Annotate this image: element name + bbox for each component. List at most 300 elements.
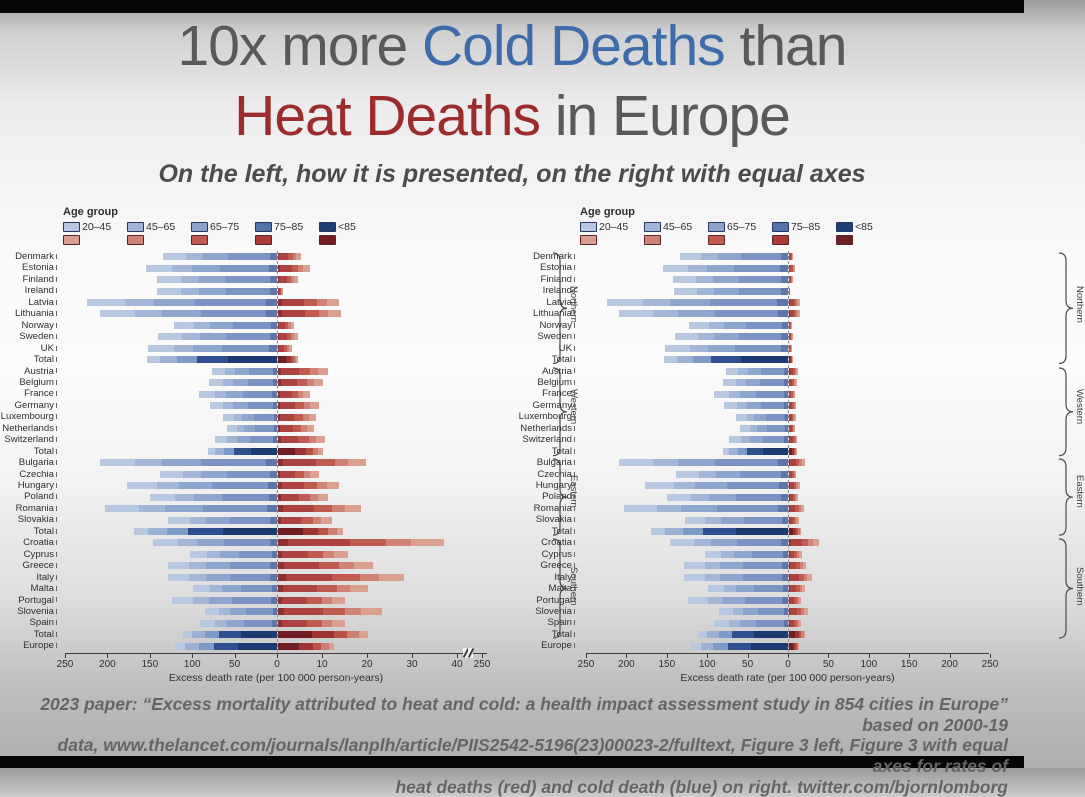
bar-segment	[241, 585, 272, 592]
bar-segment	[664, 356, 676, 363]
legend-heat-cell	[644, 233, 708, 246]
x-axis-tick-label: 40	[451, 659, 462, 670]
bar-segment	[713, 643, 728, 650]
heat-bar	[789, 265, 795, 272]
legend-age-label: <85	[338, 221, 356, 233]
bar-segment	[783, 585, 788, 592]
bar-segment	[327, 299, 339, 306]
bar-segment	[310, 494, 317, 501]
bar-segment	[624, 505, 657, 512]
bar-segment	[215, 391, 227, 398]
bar-segment	[139, 505, 165, 512]
bar-segment	[299, 494, 310, 501]
bar-segment	[761, 368, 784, 375]
category-tick	[56, 311, 60, 316]
bar-segment	[750, 425, 757, 432]
bar-segment	[286, 574, 333, 581]
bar-segment	[329, 643, 335, 650]
bar-segment	[228, 356, 277, 363]
bar-segment	[307, 379, 314, 386]
bar-segment	[146, 265, 172, 272]
x-axis-tick-label: 0	[785, 659, 791, 670]
category-tick	[56, 563, 60, 568]
category-tick	[56, 483, 60, 488]
heat-bar	[789, 276, 793, 283]
category-tick	[56, 334, 60, 339]
category-tick	[56, 529, 60, 534]
bar-segment	[807, 574, 812, 581]
bar-segment	[174, 322, 195, 329]
bar-segment	[279, 333, 287, 340]
bar-segment	[323, 608, 346, 615]
category-tick	[56, 254, 60, 259]
category-tick	[56, 357, 60, 362]
cold-bar	[723, 448, 788, 455]
legend-blue-swatch	[63, 222, 80, 232]
category-tick	[56, 472, 60, 477]
bar-segment	[354, 562, 373, 569]
x-axis-tick	[788, 654, 789, 658]
bar-segment	[736, 528, 788, 535]
country-label: Switzerland	[522, 434, 578, 445]
country-label: Italy	[36, 572, 60, 583]
bar-segment	[796, 436, 798, 443]
bar-segment	[334, 631, 348, 638]
bar-segment	[313, 643, 321, 650]
bar-segment	[781, 539, 788, 546]
legend-red-swatch	[644, 235, 661, 245]
bar-segment	[663, 265, 688, 272]
bar-segment	[714, 620, 729, 627]
bar-segment	[738, 368, 747, 375]
country-label: Finland	[23, 274, 60, 285]
x-axis-tick-label: 250	[57, 659, 74, 670]
region-bracket	[1057, 252, 1075, 365]
legend-entry	[319, 220, 383, 246]
bar-segment	[724, 322, 746, 329]
cold-bar	[205, 608, 277, 615]
bar-segment	[797, 517, 799, 524]
x-axis-tick-label: 250	[578, 659, 595, 670]
heat-bar	[789, 471, 796, 478]
cold-bar	[719, 608, 788, 615]
x-axis-tick	[322, 654, 323, 658]
heat-bar	[278, 322, 294, 329]
country-label: Norway	[21, 320, 60, 331]
bar-segment	[219, 631, 242, 638]
bar-segment	[714, 391, 729, 398]
bar-segment	[318, 528, 328, 535]
category-tick	[56, 460, 60, 465]
bar-segment	[147, 356, 160, 363]
bar-segment	[310, 368, 317, 375]
x-axis-tick-label: 250	[474, 659, 491, 670]
heat-bar	[789, 436, 797, 443]
bar-segment	[653, 310, 678, 317]
source-caption	[18, 694, 1008, 797]
country-label: Denmark	[15, 251, 60, 262]
bar-segment	[348, 459, 366, 466]
bar-segment	[781, 333, 788, 340]
heat-bar	[789, 597, 801, 604]
heat-bar	[789, 551, 802, 558]
heat-bar	[789, 356, 793, 363]
bar-segment	[278, 539, 288, 546]
bar-segment	[233, 402, 248, 409]
country-label: Cyprus	[542, 549, 578, 560]
heat-bar	[278, 551, 348, 558]
category-tick	[574, 334, 578, 339]
cold-bar	[684, 562, 788, 569]
cold-bar	[670, 539, 788, 546]
x-axis-tick	[192, 654, 193, 658]
bar-segment	[728, 643, 751, 650]
legend-cold-cell	[836, 220, 900, 233]
bar-segment	[651, 528, 665, 535]
x-axis-tick-label: 200	[618, 659, 635, 670]
x-axis-tick	[748, 654, 749, 658]
category-tick	[56, 368, 60, 373]
heat-bar	[789, 425, 795, 432]
legend-red-swatch	[708, 235, 725, 245]
bar-segment	[721, 517, 744, 524]
bar-segment	[280, 425, 293, 432]
country-label: Netherlands	[2, 423, 60, 434]
bar-segment	[297, 379, 307, 386]
bar-segment	[799, 620, 801, 627]
heat-bar	[278, 562, 373, 569]
bar-segment	[193, 345, 221, 352]
bar-segment	[711, 539, 737, 546]
cold-bar	[148, 345, 277, 352]
country-label: Total	[34, 446, 60, 457]
bar-segment	[779, 482, 788, 489]
bar-segment	[224, 448, 234, 455]
bar-segment	[205, 631, 219, 638]
region-bracket-path	[1059, 253, 1073, 364]
bar-segment	[125, 299, 153, 306]
legend-age-label: 65–75	[727, 221, 756, 233]
x-axis-tick-label: 100	[699, 659, 716, 670]
bar-segment	[283, 459, 315, 466]
legend-heat-cell	[127, 233, 191, 246]
bar-segment	[360, 574, 379, 581]
x-axis-tick-label: 150	[901, 659, 918, 670]
category-tick	[56, 449, 60, 454]
bar-segment	[784, 391, 788, 398]
legend-red-swatch	[63, 235, 80, 245]
bar-segment	[317, 585, 337, 592]
legend-grid	[580, 220, 900, 246]
cold-bar	[688, 597, 788, 604]
bar-segment	[282, 551, 308, 558]
bar-segment	[693, 356, 712, 363]
bar-segment	[251, 448, 277, 455]
heat-bar	[789, 253, 793, 260]
bar-segment	[782, 562, 788, 569]
bar-segment	[804, 631, 806, 638]
legend-red-swatch	[319, 235, 336, 245]
bar-segment	[723, 597, 745, 604]
bar-segment	[411, 539, 444, 546]
legend-cold-cell	[319, 220, 383, 233]
bar-segment	[192, 265, 221, 272]
category-tick	[56, 380, 60, 385]
bar-segment	[781, 494, 788, 501]
bar-segment	[319, 562, 340, 569]
bar-segment	[708, 345, 735, 352]
country-label: Malta	[549, 583, 578, 594]
legend-heat-cell	[191, 233, 255, 246]
bar-segment	[249, 368, 273, 375]
bar-segment	[270, 562, 277, 569]
heat-bar	[278, 253, 301, 260]
x-axis-line	[65, 653, 487, 654]
bar-segment	[309, 436, 316, 443]
country-label: Lithuania	[533, 308, 578, 319]
bar-segment	[678, 459, 715, 466]
x-axis-tick-label: 50	[742, 659, 753, 670]
bar-segment	[271, 597, 277, 604]
country-label: Luxembourg	[1, 411, 60, 422]
heat-bar	[278, 482, 339, 489]
bar-segment	[318, 448, 323, 455]
heat-bar	[278, 528, 343, 535]
country-label: Sweden	[537, 331, 578, 342]
bar-segment	[763, 448, 788, 455]
bar-segment	[167, 528, 189, 535]
bar-segment	[784, 402, 788, 409]
category-tick	[574, 357, 578, 362]
heat-bar	[278, 631, 368, 638]
bar-segment	[709, 494, 736, 501]
bar-segment	[804, 608, 808, 615]
cold-bar	[680, 253, 788, 260]
country-label: Slovenia	[17, 606, 60, 617]
category-tick	[56, 494, 60, 499]
bar-segment	[206, 574, 230, 581]
heat-bar	[278, 597, 346, 604]
bar-segment	[100, 459, 135, 466]
category-tick	[56, 300, 60, 305]
bar-segment	[337, 528, 344, 535]
country-label: Romania	[16, 503, 60, 514]
bar-segment	[279, 276, 287, 283]
bar-segment	[294, 414, 302, 421]
bar-segment	[224, 539, 270, 546]
x-axis-tick	[626, 654, 627, 658]
bar-segment	[708, 585, 724, 592]
heat-bar	[278, 494, 328, 501]
bar-segment	[270, 471, 277, 478]
legend-blue-swatch	[191, 222, 208, 232]
heat-bar	[789, 414, 796, 421]
bar-segment	[201, 471, 227, 478]
legend	[580, 206, 900, 246]
legend-heat-cell	[63, 233, 127, 246]
country-label: France	[24, 388, 60, 399]
bar-segment	[758, 608, 783, 615]
bar-segment	[227, 425, 237, 432]
bar-segment	[736, 585, 754, 592]
bar-segment	[713, 276, 738, 283]
bar-segment	[708, 597, 723, 604]
bar-segment	[189, 562, 205, 569]
cold-bar	[676, 471, 788, 478]
category-tick	[56, 426, 60, 431]
cold-bar	[729, 436, 788, 443]
bar-segment	[162, 459, 201, 466]
region-bracket	[1057, 458, 1075, 536]
heat-bar	[789, 391, 795, 398]
heat-bar	[789, 322, 792, 329]
heat-bar	[278, 276, 298, 283]
bar-segment	[734, 265, 780, 272]
heat-bar	[278, 414, 316, 421]
bar-segment	[233, 322, 271, 329]
bar-segment	[314, 505, 332, 512]
legend-blue-swatch	[127, 222, 144, 232]
region-label: Southern	[1074, 567, 1085, 606]
heat-bar	[278, 539, 445, 546]
heat-bar	[789, 608, 808, 615]
x-axis-tick	[482, 654, 483, 658]
heat-bar	[278, 356, 298, 363]
category-tick	[574, 597, 578, 602]
bar-segment	[207, 551, 220, 558]
category-tick	[56, 643, 60, 648]
page-title-line1	[0, 18, 1024, 75]
legend-entry	[644, 220, 708, 246]
cold-bar	[723, 379, 788, 386]
country-label: Greece	[23, 560, 60, 571]
bar-segment	[270, 276, 277, 283]
region-label: Northern	[568, 286, 579, 323]
bar-segment	[745, 597, 782, 604]
bar-segment	[673, 276, 696, 283]
category-tick	[574, 380, 578, 385]
cold-bar	[147, 356, 277, 363]
bar-segment	[281, 436, 298, 443]
bar-segment	[296, 253, 301, 260]
bar-segment	[740, 425, 750, 432]
bar-segment	[784, 620, 788, 627]
bar-segment	[244, 425, 255, 432]
bar-segment	[741, 356, 788, 363]
bar-segment	[157, 276, 181, 283]
bar-segment	[303, 265, 309, 272]
bar-segment	[181, 276, 199, 283]
legend-cold-cell	[127, 220, 191, 233]
heat-bar	[278, 436, 325, 443]
legend-blue-swatch	[580, 222, 597, 232]
legend-age-label: 20–45	[599, 221, 628, 233]
heat-bar	[278, 448, 323, 455]
category-tick	[574, 575, 578, 580]
bar-segment	[767, 425, 785, 432]
bar-segment	[282, 482, 304, 489]
bar-segment	[233, 379, 248, 386]
bar-segment	[105, 505, 139, 512]
category-tick	[56, 414, 60, 419]
x-axis-tick-label: 20	[361, 659, 372, 670]
bar-segment	[244, 620, 273, 627]
bar-segment	[281, 517, 301, 524]
bar-segment	[241, 631, 277, 638]
bar-segment	[214, 643, 238, 650]
legend-age-label: 45–65	[146, 221, 175, 233]
bar-segment	[194, 494, 222, 501]
bar-segment	[268, 482, 277, 489]
cold-bar	[664, 356, 788, 363]
bar-segment	[189, 574, 205, 581]
bar-segment	[345, 608, 361, 615]
bar-segment	[282, 288, 283, 295]
country-label: Luxembourg	[519, 411, 578, 422]
bar-segment	[270, 539, 277, 546]
legend-age-label: <85	[855, 221, 873, 233]
bar-segment	[796, 368, 798, 375]
x-axis-tick	[909, 654, 910, 658]
bar-segment	[172, 597, 193, 604]
bar-segment	[298, 436, 308, 443]
country-label: UK	[559, 343, 578, 354]
category-tick	[574, 265, 578, 270]
cold-bar	[619, 310, 788, 317]
bar-segment	[319, 310, 328, 317]
region-label: Western	[568, 389, 579, 424]
bar-segment	[799, 551, 802, 558]
legend-red-swatch	[580, 235, 597, 245]
country-label: Spain	[547, 617, 578, 628]
bar-segment	[310, 471, 318, 478]
bar-segment	[766, 414, 785, 421]
bar-segment	[695, 482, 726, 489]
bar-segment	[781, 253, 788, 260]
legend-entry	[772, 220, 836, 246]
x-axis-tick	[107, 654, 108, 658]
legend-blue-swatch	[319, 222, 336, 232]
bar-segment	[100, 310, 135, 317]
bar-segment	[744, 517, 782, 524]
bar-segment	[299, 643, 313, 650]
bar-segment	[747, 448, 763, 455]
page-title-line2	[0, 88, 1024, 145]
country-label: Ireland	[25, 285, 60, 296]
bar-segment	[226, 333, 270, 340]
heat-bar	[278, 574, 404, 581]
bar-segment	[737, 539, 781, 546]
bar-segment	[280, 402, 295, 409]
bar-segment	[741, 436, 750, 443]
cold-bar	[726, 368, 788, 375]
bar-segment	[736, 414, 746, 421]
bar-segment	[681, 505, 717, 512]
bar-segment	[179, 482, 212, 489]
bar-segment	[313, 517, 321, 524]
bar-segment	[168, 517, 190, 524]
heat-bar	[789, 494, 798, 501]
bar-segment	[307, 620, 322, 627]
chart-panel-equal-axes	[520, 200, 1024, 692]
legend-red-swatch	[127, 235, 144, 245]
bar-segment	[295, 402, 304, 409]
bar-segment	[796, 448, 797, 455]
bar-segment	[208, 448, 215, 455]
bar-segment	[701, 643, 714, 650]
category-tick	[574, 620, 578, 625]
bar-segment	[729, 448, 738, 455]
